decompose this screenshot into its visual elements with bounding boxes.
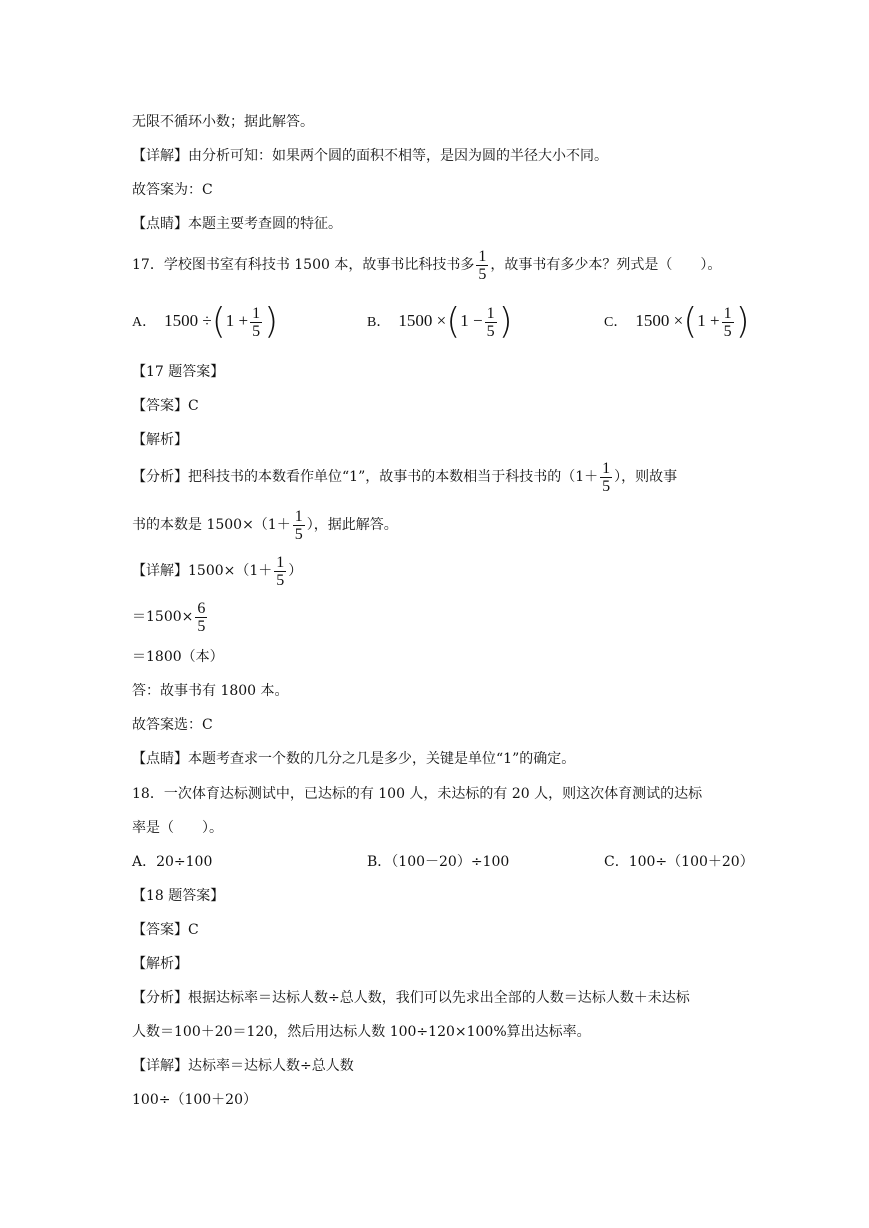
option-b: B．（100－20）÷100 — [367, 854, 510, 870]
question-18: 18．一次体育达标测试中，已达标的有 100 人，未达标的有 20 人，则这次体育测试的达标 — [132, 786, 703, 802]
option-b: B． 1500 ×(1 − $\frac{1}{5}$ ) — [367, 301, 513, 342]
detail-line: 【详解】达标率＝达标人数÷总人数 — [132, 1058, 354, 1074]
detail-line: ＝1800（本） — [132, 649, 224, 665]
answer-heading: 【17 题答案】 — [132, 364, 225, 380]
question-text: ，故事书有多少本？列式是（ ）。 — [490, 257, 722, 273]
detail-line: ＝1500× $\frac{6}{5}$ — [132, 599, 206, 635]
text-line: 【点睛】本题主要考查圆的特征。 — [132, 216, 342, 232]
option-a: A． 1500 ÷(1 + $\frac{1}{5}$ ) — [132, 301, 279, 342]
answer-choice: 故答案选：C — [132, 717, 213, 733]
fraction: $\frac{1}{5}$ — [252, 304, 261, 340]
question-17 — [132, 246, 721, 284]
fraction: $\frac{1}{5}$ — [602, 459, 611, 495]
fraction: $\frac{1}{5}$ — [723, 304, 732, 340]
analysis-heading: 【解析】 — [132, 432, 188, 448]
detail-line: 【详解】1500×（1＋ $\frac{1}{5}$ ） — [132, 553, 303, 589]
option-a: A．20÷100 — [132, 854, 213, 870]
fraction: $\frac{1}{5}$ — [276, 553, 285, 589]
comment-line: 【点睛】本题考查求一个数的几分之几是多少，关键是单位“1”的确定。 — [132, 751, 576, 767]
text-line: 【详解】由分析可知：如果两个圆的面积不相等，是因为圆的半径大小不同。 — [132, 148, 608, 164]
question-text: 17．学校图书室有科技书 1500 本，故事书比科技书多 — [132, 257, 475, 273]
analysis-line: 【分析】把科技书的本数看作单位“1”，故事书的本数相当于科技书的（1＋ $\frac{1}{5}$ ），则故事 — [132, 459, 678, 495]
detail-line: 100÷（100＋20） — [132, 1092, 257, 1108]
text-line: 无限不循环小数；据此解答。 — [132, 114, 314, 130]
fraction: $\frac{1}{5}$ — [294, 507, 303, 543]
answer-text: 【答案】C — [132, 398, 199, 414]
fraction: $\frac{1}{5}$ — [486, 304, 495, 340]
option-c: C． 1500 ×(1 + $\frac{1}{5}$ ) — [604, 301, 750, 342]
question-18-cont: 率是（ ）。 — [132, 820, 223, 836]
fraction: $\frac{1}{5}$ — [478, 247, 487, 283]
analysis-line: 人数＝100＋20＝120，然后用达标人数 100÷120×100%算出达标率。 — [132, 1024, 591, 1040]
option-c: C．100÷（100＋20） — [604, 854, 754, 870]
answer-statement: 答：故事书有 1800 本。 — [132, 683, 289, 699]
analysis-heading: 【解析】 — [132, 956, 188, 972]
answer-text: 【答案】C — [132, 922, 199, 938]
answer-heading: 【18 题答案】 — [132, 888, 225, 904]
fraction: $\frac{6}{5}$ — [197, 599, 206, 635]
text-line: 故答案为：C — [132, 182, 213, 198]
analysis-line: 【分析】根据达标率＝达标人数÷总人数，我们可以先求出全部的人数＝达标人数＋未达标 — [132, 990, 690, 1006]
analysis-line: 书的本数是 1500×（1＋ $\frac{1}{5}$ ），据此解答。 — [132, 507, 398, 543]
